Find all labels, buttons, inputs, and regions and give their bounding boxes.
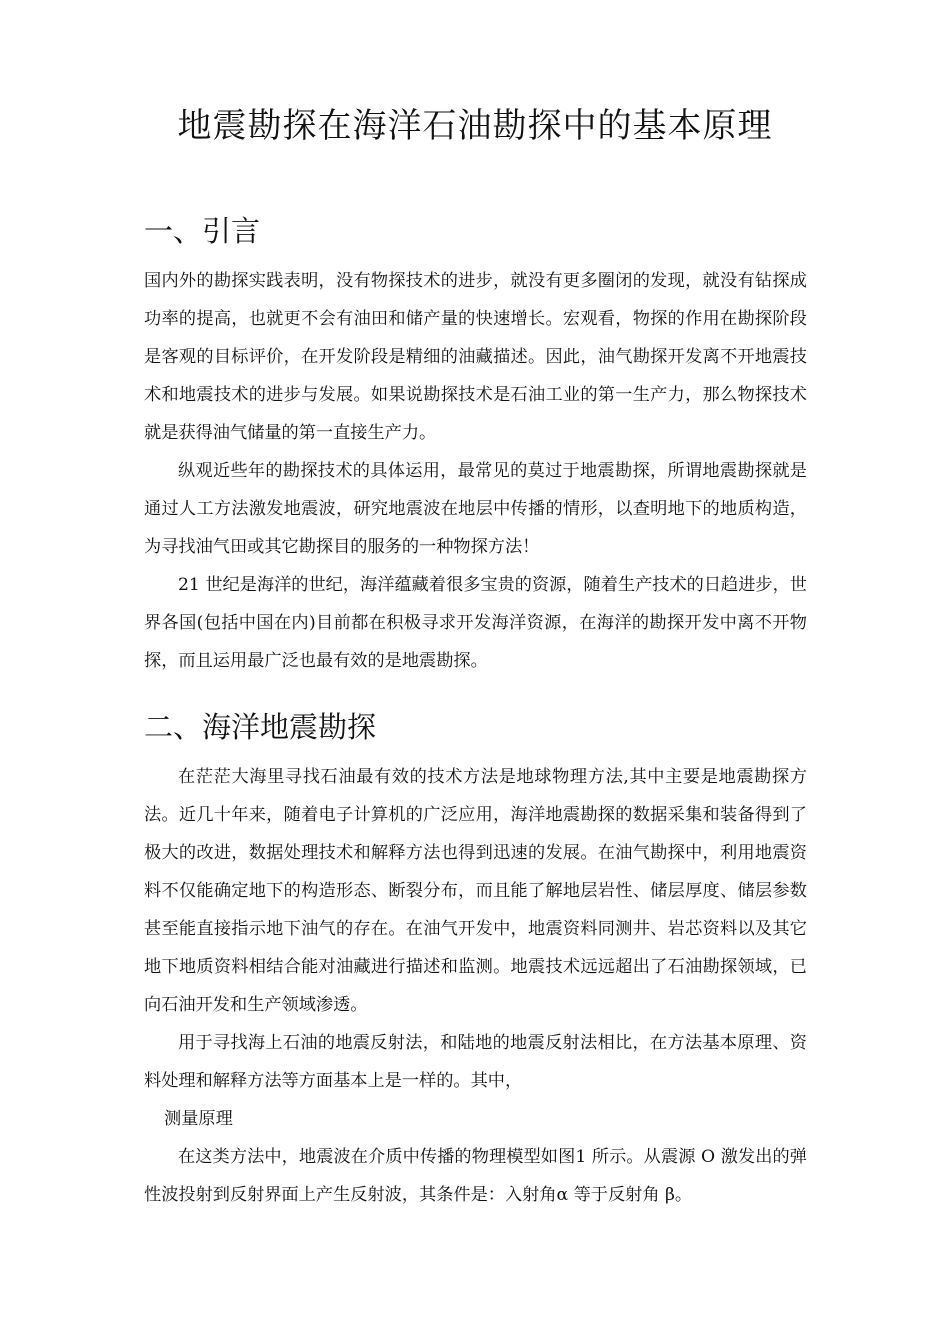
paragraph: 在茫茫大海里寻找石油最有效的技术方法是地球物理方法,其中主要是地震勘探方法。近几十年来，随着电子计算机的广泛应用，海洋地震勘探的数据采集和装备得到了极大的改进，数据处理技术和解释方法也得到迅速的发展。在油气勘探中，利用地震资料不仅能确定地下的构造形态、断裂分布，而且能了解地层岩性、储层厚度、储层参数甚至能直接指示地下油气的存在。在油气开发中，地震资料同测井、岩芯资料以及其它地下地质资料相结合能对油藏进行描述和监测。地震技术远远超出了石油勘探领域，已向石油开发和生产领域渗透。 [144,767,807,1015]
paragraph: 纵观近些年的勘探技术的具体运用，最常见的莫过于地震勘探，所谓地震勘探就是通过人工方法激发地震波，研究地震波在地层中传播的情形，以查明地下的地质构造，为寻找油气田或其它勘探目的服务的一种物探方法！ [144,461,807,557]
section-heading-introduction: 一、引言 [144,214,261,248]
section-body-marine-seismic [144,758,807,1214]
section-body-introduction [144,262,807,680]
paragraph: 用于寻找海上石油的地震反射法，和陆地的地震反射法相比，在方法基本原理、资料处理和解释方法等方面基本上是一样的。其中， [144,1033,807,1091]
paragraph: 在这类方法中，地震波在介质中传播的物理模型如图1 所示。从震源 O 激发出的弹性波投射到反射界面上产生反射波，其条件是：入射角α 等于反射角 β。 [144,1147,807,1205]
document-title: 地震勘探在海洋石油勘探中的基本原理 [177,106,773,146]
paragraph: 21 世纪是海洋的世纪，海洋蕴藏着很多宝贵的资源，随着生产技术的日趋进步，世界各国(包括中国在内)目前都在积极寻求开发海洋资源，在海洋的勘探开发中离不开物探，而且运用最广泛也最有效的是地震勘探。 [144,575,807,671]
paragraph: 国内外的勘探实践表明，没有物探技术的进步，就没有更多圈闭的发现，就没有钻探成功率的提高，也就更不会有油田和储产量的快速增长。宏观看，物探的作用在勘探阶段是客观的目标评价，在开发阶段是精细的油藏描述。因此，油气勘探开发离不开地震技术和地震技术的进步与发展。如果说勘探技术是石油工业的第一生产力，那么物探技术就是获得油气储量的第一直接生产力。 [144,271,807,443]
section-heading-marine-seismic: 二、海洋地震勘探 [144,710,377,744]
subheading-measurement-principle: 测量原理 [164,1109,233,1129]
